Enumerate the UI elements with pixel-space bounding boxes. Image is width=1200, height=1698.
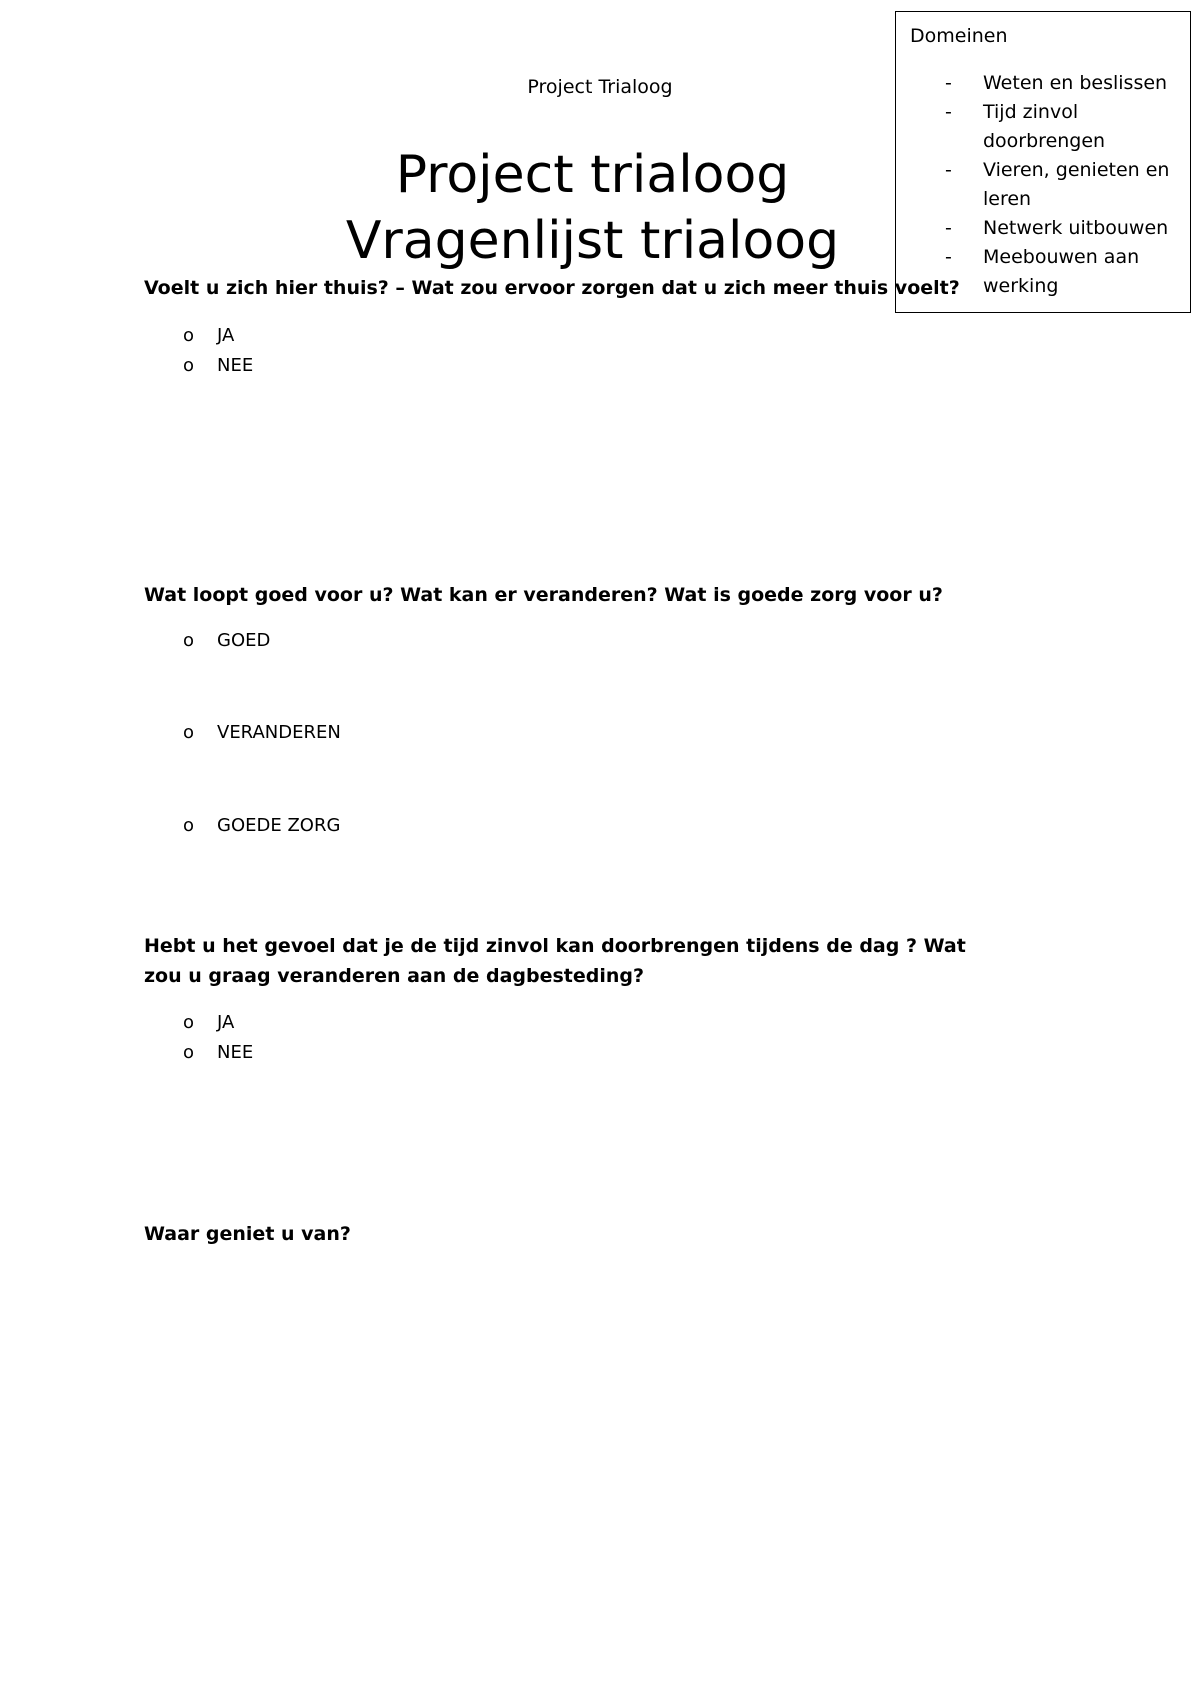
option-label: GOEDE ZORG <box>217 815 341 836</box>
question-2: Wat loopt goed voor u? Wat kan er veranderen? Wat is goede zorg voor u? <box>144 584 943 606</box>
option-label: VERANDEREN <box>217 722 341 743</box>
option-item <box>183 811 340 841</box>
option-item <box>183 1038 253 1068</box>
question-4: Waar geniet u van? <box>144 1223 351 1245</box>
option-item <box>183 321 234 351</box>
option-item <box>183 351 253 381</box>
domain-item <box>910 69 1176 98</box>
option-label: JA <box>217 325 235 346</box>
circle-bullet-icon: o <box>183 1012 195 1033</box>
option-label: GOED <box>217 630 271 651</box>
question-3: Hebt u het gevoel dat je de tijd zinvol kan doorbrengen tijdens de dag ? Wat zou u graag veranderen aan de dagbesteding? <box>144 935 966 987</box>
dash-bullet-icon: - <box>945 72 952 94</box>
question-1: Voelt u zich hier thuis? – Wat zou ervoor zorgen dat u zich meer thuis voelt? <box>144 277 960 299</box>
domains-list <box>910 69 1176 301</box>
circle-bullet-icon: o <box>183 630 195 651</box>
domain-item-label: Vieren, genieten en leren <box>983 159 1170 210</box>
main-title-line-1: Project trialoog <box>395 145 790 205</box>
domain-item <box>910 98 1176 156</box>
option-label: NEE <box>217 1042 254 1063</box>
circle-bullet-icon: o <box>183 325 195 346</box>
header-title: Project Trialoog <box>527 76 673 98</box>
circle-bullet-icon: o <box>183 815 195 836</box>
option-label: NEE <box>217 355 254 376</box>
main-title-line-2: Vragenlijst trialoog <box>345 211 840 271</box>
domains-box <box>895 11 1191 313</box>
circle-bullet-icon: o <box>183 1042 195 1063</box>
domains-title: Domeinen <box>910 25 1008 47</box>
domain-item-label: Netwerk uitbouwen <box>983 217 1169 239</box>
dash-bullet-icon: - <box>945 159 952 181</box>
dash-bullet-icon: - <box>945 101 952 123</box>
domain-item-label: Weten en beslissen <box>983 72 1168 94</box>
dash-bullet-icon: - <box>945 246 952 268</box>
circle-bullet-icon: o <box>183 355 195 376</box>
domain-item <box>910 156 1176 214</box>
domain-item-label: Meebouwen aan werking <box>983 246 1140 297</box>
option-item <box>183 626 270 656</box>
domain-item-label: Tijd zinvol doorbrengen <box>983 101 1106 152</box>
option-item <box>183 1008 234 1038</box>
circle-bullet-icon: o <box>183 722 195 743</box>
option-item <box>183 718 341 748</box>
dash-bullet-icon: - <box>945 217 952 239</box>
option-label: JA <box>217 1012 235 1033</box>
domain-item <box>910 214 1176 243</box>
